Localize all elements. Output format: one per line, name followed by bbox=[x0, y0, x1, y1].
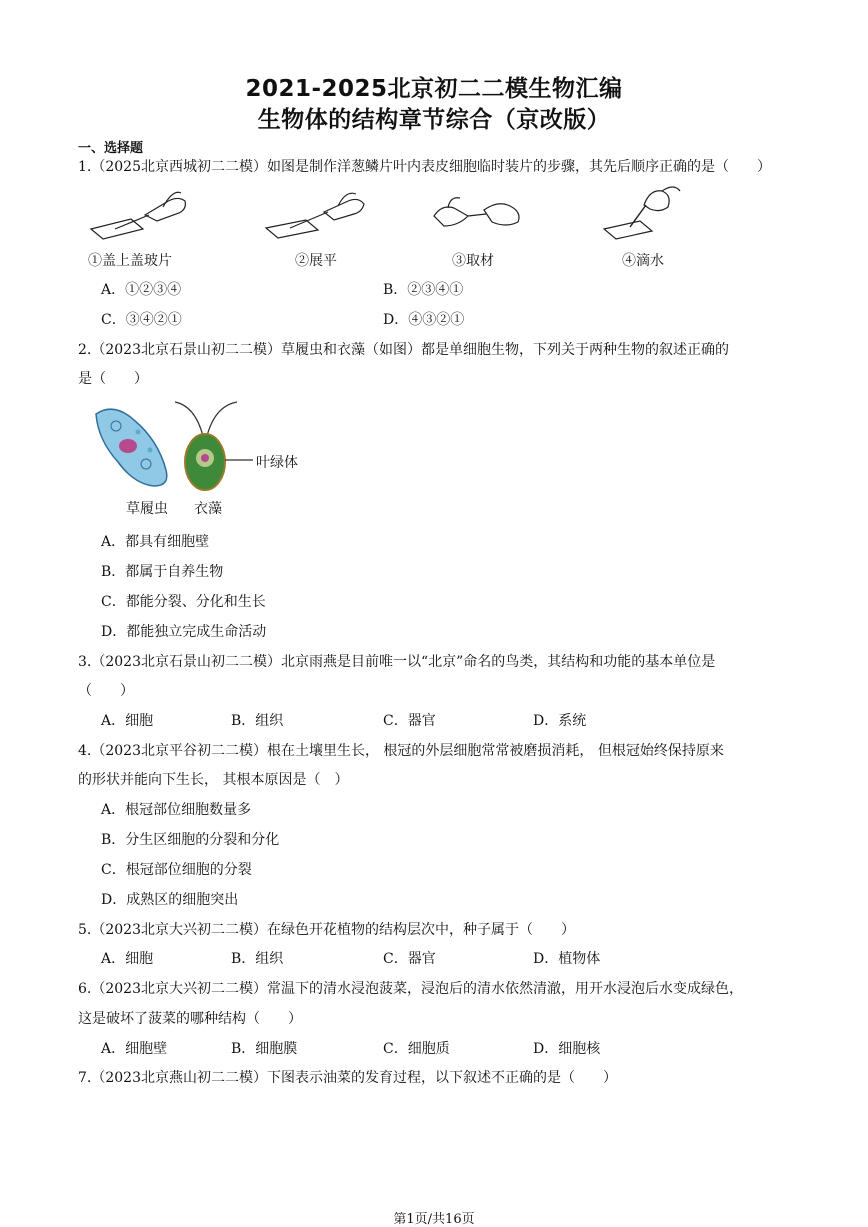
q1-figure-label-2: ②展平 bbox=[295, 253, 337, 269]
q1-figure-label-3: ③取材 bbox=[452, 253, 494, 269]
q2-option-a[interactable]: A．都具有细胞壁 bbox=[101, 534, 210, 550]
q5-stem: 5.（2023北京大兴初二二模）在绿色开花植物的结构层次中，种子属于（ ） bbox=[78, 922, 575, 938]
q6-option-c[interactable]: C．细胞质 bbox=[383, 1041, 450, 1057]
document-title-line2: 生物体的结构章节综合（京改版） bbox=[257, 107, 611, 133]
q6-option-a[interactable]: A．细胞壁 bbox=[101, 1041, 168, 1057]
q2-option-b[interactable]: B．都属于自养生物 bbox=[101, 564, 224, 580]
q3-option-c[interactable]: C．器官 bbox=[383, 713, 436, 729]
q3-stem-line1: 3.（2023北京石景山初二二模）北京雨燕是目前唯一以“北京”命名的鸟类，其结构和功能的基本单位是 bbox=[78, 654, 716, 670]
q4-option-d[interactable]: D．成熟区的细胞突出 bbox=[101, 892, 239, 908]
chlamydomonas-label: 衣藻 bbox=[194, 501, 222, 517]
q4-option-a[interactable]: A．根冠部位细胞数量多 bbox=[101, 802, 252, 818]
q1-option-a[interactable]: A．①②③④ bbox=[101, 282, 182, 298]
q4-stem-line2: 的形状并能向下生长， 其根本原因是（ ） bbox=[78, 772, 349, 788]
q2-option-c[interactable]: C．都能分裂、分化和生长 bbox=[101, 594, 266, 610]
q2-option-d[interactable]: D．都能独立完成生命活动 bbox=[101, 624, 267, 640]
q4-option-c[interactable]: C．根冠部位细胞的分裂 bbox=[101, 862, 252, 878]
q3-option-a[interactable]: A．细胞 bbox=[101, 713, 154, 729]
q5-option-d[interactable]: D．植物体 bbox=[533, 951, 601, 967]
q1-option-c[interactable]: C．③④②① bbox=[101, 312, 182, 328]
q1-step3-illustration bbox=[428, 186, 528, 246]
q7-stem: 7.（2023北京燕山初二二模）下图表示油菜的发育过程，以下叙述不正确的是（ ） bbox=[78, 1070, 617, 1086]
q6-option-b[interactable]: B．细胞膜 bbox=[231, 1041, 298, 1057]
q6-stem-line2: 这是破坏了菠菜的哪种结构（ ） bbox=[78, 1011, 302, 1027]
q1-step4-illustration bbox=[600, 183, 690, 245]
q5-option-b[interactable]: B．组织 bbox=[231, 951, 284, 967]
chloroplast-label: 叶绿体 bbox=[256, 455, 298, 471]
q4-stem-line1: 4.（2023北京平谷初二二模）根在土壤里生长， 根冠的外层细胞常常被磨损消耗， 但根冠始终保持原来 bbox=[78, 743, 724, 759]
q2-stem-line1: 2.（2023北京石景山初二二模）草履虫和衣藻（如图）都是单细胞生物，下列关于两种生物的叙述正确的 bbox=[78, 342, 729, 358]
q3-stem-line2: （ ） bbox=[78, 683, 134, 699]
q6-option-d[interactable]: D．细胞核 bbox=[533, 1041, 601, 1057]
q3-option-d[interactable]: D．系统 bbox=[533, 713, 587, 729]
chlamydomonas-illustration bbox=[165, 400, 245, 492]
q1-figure-label-4: ④滴水 bbox=[622, 253, 664, 269]
paramecium-label: 草履虫 bbox=[126, 501, 168, 517]
q1-step2-illustration bbox=[262, 188, 372, 246]
q2-stem-line2: 是（ ） bbox=[78, 371, 148, 387]
q1-figure-label-1: ①盖上盖玻片 bbox=[88, 253, 172, 269]
q1-stem: 1.（2025北京西城初二二模）如图是制作洋葱鳞片叶内表皮细胞临时装片的步骤，其先后顺序正确的是（ ） bbox=[78, 159, 771, 175]
section-heading: 一、选择题 bbox=[78, 141, 144, 156]
q6-stem-line1: 6.（2023北京大兴初二二模）常温下的清水浸泡菠菜，浸泡后的清水依然清澈，用开水浸泡后水变成绿色， bbox=[78, 981, 743, 997]
page-footer: 第1页/共16页 bbox=[393, 1212, 475, 1227]
q5-option-a[interactable]: A．细胞 bbox=[101, 951, 154, 967]
q1-option-d[interactable]: D．④③②① bbox=[383, 312, 465, 328]
q5-option-c[interactable]: C．器官 bbox=[383, 951, 436, 967]
document-title-line1: 2021-2025北京初二二模生物汇编 bbox=[245, 76, 623, 102]
q3-option-b[interactable]: B．组织 bbox=[231, 713, 284, 729]
q4-option-b[interactable]: B．分生区细胞的分裂和分化 bbox=[101, 832, 280, 848]
q1-option-b[interactable]: B．②③④① bbox=[383, 282, 464, 298]
q1-step1-illustration bbox=[85, 185, 195, 245]
